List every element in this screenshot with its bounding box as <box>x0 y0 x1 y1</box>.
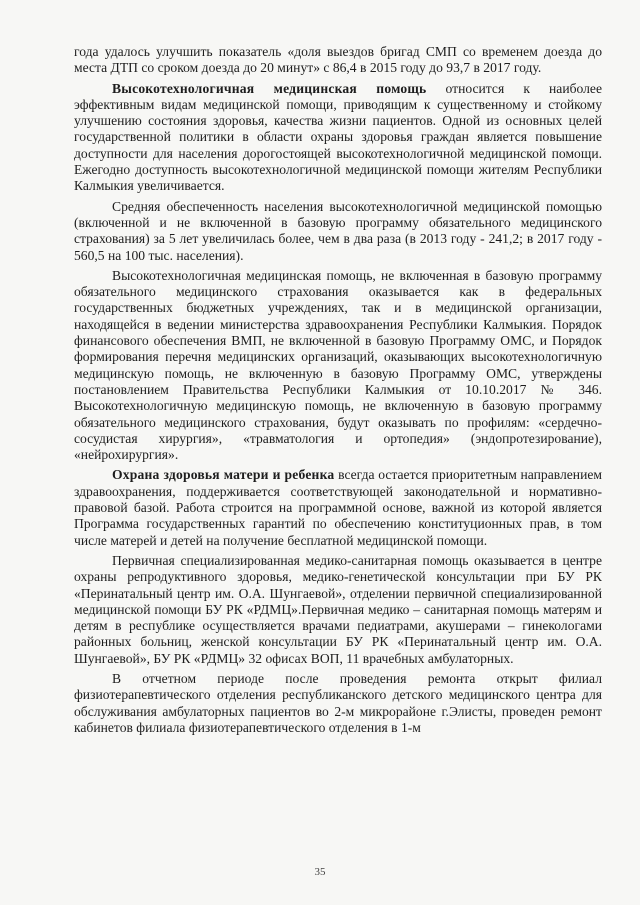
paragraph-7 <box>74 671 602 736</box>
paragraph-3 <box>74 199 602 264</box>
paragraph-2 <box>74 81 602 195</box>
paragraph-6 <box>74 553 602 667</box>
paragraph-1 <box>74 44 602 77</box>
paragraph-text: всегда остается приоритетным направлением здравоохранения, поддерживается соответствующей законодательной и нормативно-правовой базой. Работа строится на программной основе, важной из которой является Программа государственных гарантий по обеспечению конституционных прав, в том числе матерей и детей на получение бесплатной медицинской помощи. <box>74 467 602 548</box>
paragraph-text: года удалось улучшить показатель «доля выездов бригад СМП со временем доезда до места ДТП со сроком доезда до 20 минут» с 86,4 в 2015 году до 93,7 в 2017 году. <box>74 44 602 76</box>
paragraph-lead: Высокотехнологичная медицинская помощь <box>112 80 427 96</box>
paragraph-text: относится к наиболее эффективным видам медицинской помощи, приводящим к существенному и стойкому улучшению состояния здоровья, качества жизни пациентов. Одной из основных целей государственной политики в области охраны здоровья граждан является повышение доступности для населения дорогостоящей высокотехнологичной медицинской помощи. Ежегодно доступность высокотехнологичной медицинской помощи жителям Республики Калмыкия увеличивается. <box>74 80 602 194</box>
paragraph-text: Средняя обеспеченность населения высокотехнологичной медицинской помощью (включенной и не включенной в базовую программу обязательного медицинского страхования) за 5 лет увеличилась более, чем в два раза (в 2013 году - 241,2; в 2017 году - 560,5 на 100 тыс. населения). <box>74 198 602 263</box>
paragraph-lead: Охрана здоровья матери и ребенка <box>112 467 335 483</box>
paragraph-5 <box>74 467 602 548</box>
paragraph-4 <box>74 268 602 464</box>
paragraph-text: Высокотехнологичная медицинская помощь, не включенная в базовую программу обязательного медицинского страхования оказывается как в федеральных государственных бюджетных учреждениях, так и в медицинской организации, находящейся в ведении министерства здравоохранения Республики Калмыкия. Порядок финансового обеспечения ВМП, не включенной в базовую Программу ОМС, и Порядок формирования перечня медицинских организаций, оказывающих высокотехнологичную медицинскую помощь, не включенную в базовую Программу ОМС, утверждены постановлением Правительства Республики Калмыкия от 10.10.2017 № 346. Высокотехнологичную медицинскую помощь, не включенную в базовую программу обязательного медицинского страхования, будут оказывать по профилям: «сердечно-сосудистая хирургия», «травматология и ортопедия» (эндопротезирование), «нейрохирургия». <box>74 267 602 463</box>
paragraph-text: Первичная специализированная медико-санитарная помощь оказывается в центре охраны репродуктивного здоровья, медико-генетической консультации при БУ РК «Перинатальный центр им. О.А. Шунгаевой», отделении первичной специализированной медицинской помощи БУ РК «РДМЦ».Первичная медико – санитарная помощь матерям и детям в республике осуществляется врачами педиатрами, акушерами – гинекологами районных больниц, женской консультации БУ РК «Перинатальный центр им. О.А. Шунгаевой», БУ РК «РДМЦ» 32 офисах ВОП, 11 врачебных амбулаторных. <box>74 552 602 666</box>
page-number: 35 <box>314 866 326 878</box>
paragraph-text: В отчетном периоде после проведения ремонта открыт филиал физиотерапевтического отделения республиканского детского медицинского центра для обслуживания амбулаторных пациентов во 2-м микрорайоне г.Элисты, проведен ремонт кабинетов филиала физиотерапевтического отделения в 1-м <box>74 670 602 735</box>
